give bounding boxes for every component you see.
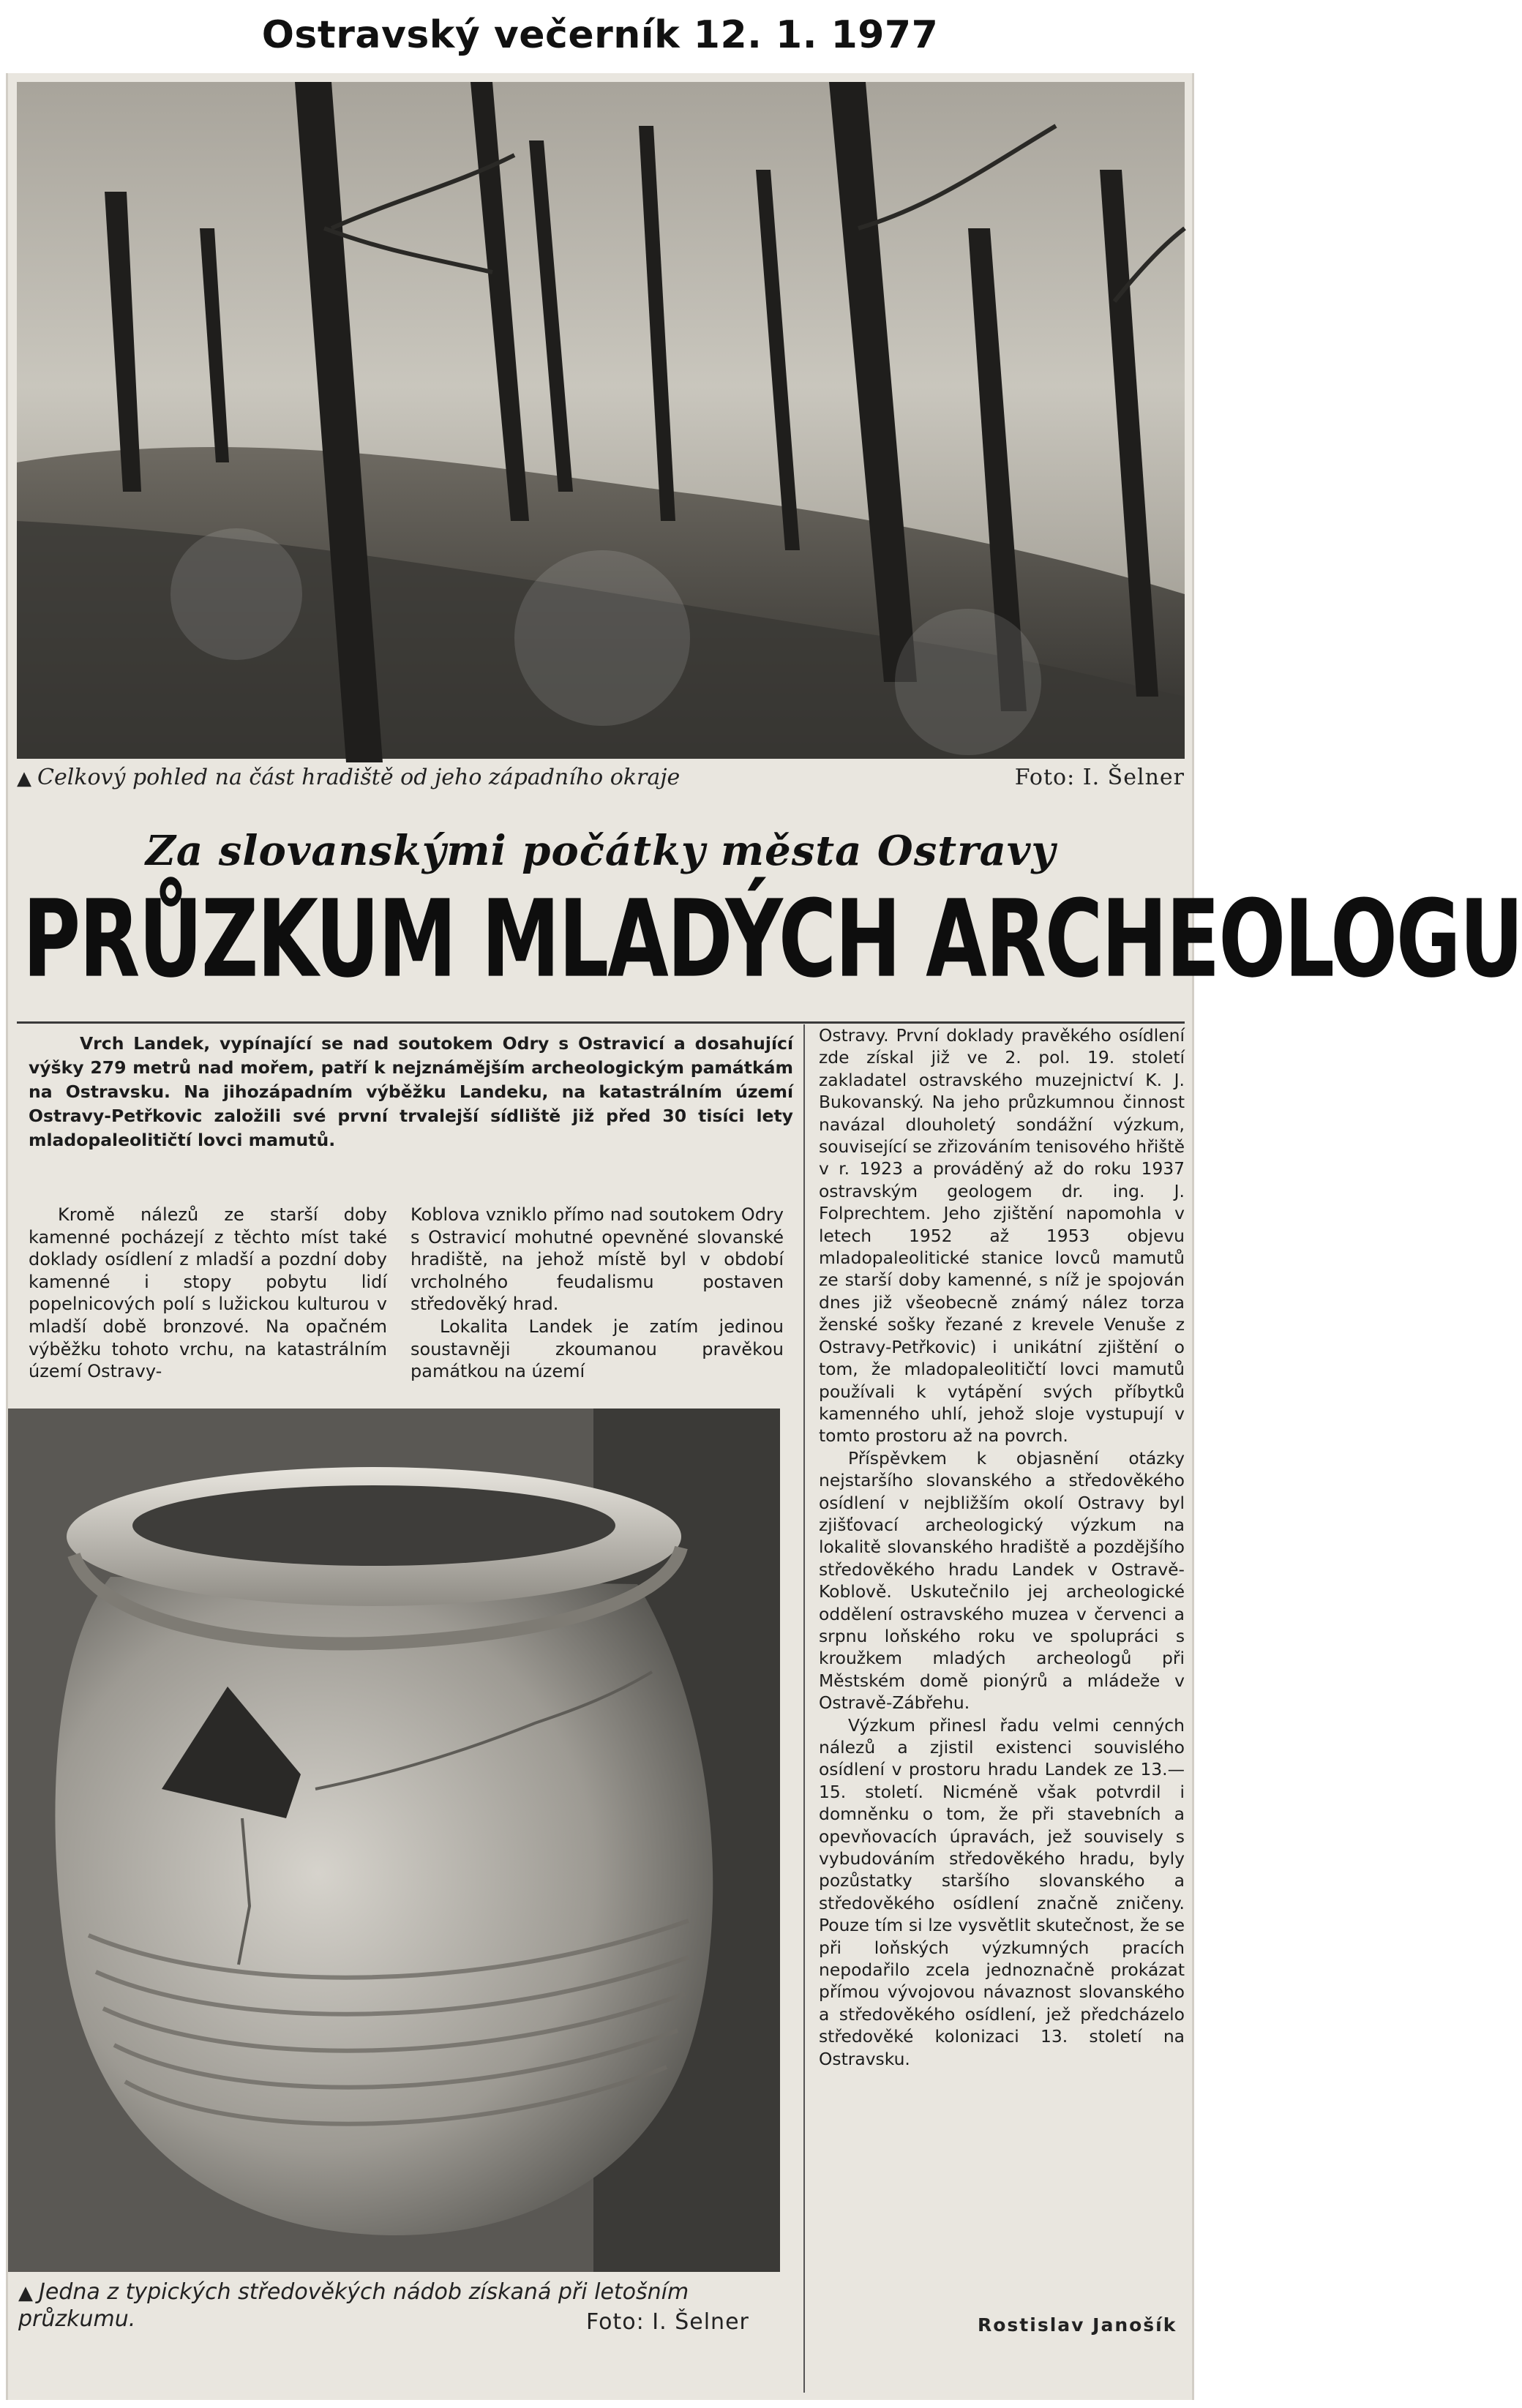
article-lead: Vrch Landek, vypínající se nad soutokem Odry s Ostravicí a dosahující výšky 279 metrů nad mořem, patří k nejznámějším archeologickým památkám na Ostravsku. Na jihozápadním výběžku Landeku, na katastrálním území Ostravy-Petřkovic založili své první trvalejší sídliště již před 30 tisíci lety mladopaleolitičtí lovci mamutů.: [29, 1033, 793, 1150]
article-column-3: [819, 1024, 1185, 2070]
article-author: Rostislav Janošík: [978, 2314, 1177, 2336]
triangle-up-icon: ▲: [17, 768, 31, 789]
article-kicker: Za slovanskými počátky města Ostravy: [146, 827, 1056, 875]
paragraph: Lokalita Landek je zatím jedinou soustavněji zkoumanou pravěkou památkou na území: [411, 1316, 784, 1382]
paragraph: Výzkum přinesl řadu velmi cenných nálezů a zjistil existenci souvislého osídlení v prostoru hradu Landek ze 13.—15. století. Nicméně však potvrdil i domněnku o tom, že při stavebních a opevňovacích úpravách, jež souvisely s vybudováním středověkého hradu, byly pozůstatky staršího slovanského a středověkého osídlení značně zničeny. Pouze tím si lze vysvětlit skutečnost, že se při loňských výzkumných pracích nepodařilo zcela jednoznačně prokázat přímou vývojovou návaznost slovanského a středověkého osídlení, jež předcházelo středověké kolonizaci 13. století na Ostravsku.: [819, 1714, 1185, 2069]
article-headline: PRŮZKUM MLADÝCH ARCHEOLOGU: [23, 878, 1522, 1002]
newspaper-clipping: [6, 73, 1522, 2400]
paragraph: Ostravy. První doklady pravěkého osídlení zde získal již ve 2. pol. 19. století zakladatel ostravského muzejnictví K. J. Bukovanský. Na jeho průzkumnou činnost navázal dlouholetý sondážní výzkum, související se zřizováním tenisového hřiště v r. 1923 a prováděný až do roku 1937 ostravským geologem dr. ing. J. Folprechtem. Jeho zjištění napomohla v letech 1952 až 1953 objevu mladopaleolitické stanice lovců mamutů ze starší doby kamenné, s níž je spojován dnes již všeobecně známý nález torza ženské sošky řezané z krevele Venuše z Ostravy-Petřkovic) i unikátní zjištění o tom, že mladopaleolitičtí lovci mamutů používali k vytápění svých příbytků kamenného uhlí, jehož sloje vystupují v tomto prostoru až na povrch.: [819, 1025, 1185, 1447]
vessel-caption-text: Jedna z typických středověkých nádob získaná při letošním průzkumu.: [18, 2279, 689, 2332]
vessel-photo: [8, 1409, 780, 2272]
page-header-title: Ostravský večerník 12. 1. 1977: [261, 13, 939, 57]
vessel-illustration: [8, 1409, 780, 2272]
forest-caption-text: Celkový pohled na část hradiště od jeho západního okraje: [37, 765, 681, 790]
column-divider: [803, 1024, 805, 2393]
article-column-2: [411, 1204, 784, 1383]
headline-divider: [17, 1021, 1185, 1024]
paragraph: Kromě nálezů ze starší doby kamenné pocházejí z těchto míst také doklady osídlení z mladší a pozdní doby kamenné i stopy pobytu lidí popelnicových polí s lužickou kulturou v mladší době bronzové. Na opačném výběžku tohoto vrchu, na katastrálním území Ostravy-: [29, 1204, 387, 1382]
forest-photo-credit: Foto: I. Šelner: [1014, 765, 1185, 790]
triangle-up-icon: ▲: [18, 2282, 33, 2304]
forest-photo-caption: [17, 765, 1185, 790]
vessel-photo-credit: Foto: I. Šelner: [586, 2309, 749, 2335]
article-column-1: [29, 1204, 387, 1383]
forest-illustration: [17, 82, 1185, 759]
paragraph: Koblova vzniklo přímo nad soutokem Odry s Ostravicí mohutné opevněné slovanské hradiště, na jehož místě byl v období vrcholného feudalismu postaven středověký hrad.: [411, 1204, 784, 1315]
forest-photo: [17, 82, 1185, 759]
paragraph: Příspěvkem k objasnění otázky nejstaršího slovanského a středověkého osídlení v nejbližším okolí Ostravy byl zjišťovací archeologický výzkum na lokalitě slovanského hradiště a pozdějšího středověkého hradu Landek v Ostravě-Koblově. Uskutečnilo jej archeologické oddělení ostravského muzea v červenci a srpnu loňského roku ve spolupráci s kroužkem mladých archeologů při Městském domě pionýrů a mládeže v Ostravě-Zábřehu.: [819, 1447, 1185, 1714]
